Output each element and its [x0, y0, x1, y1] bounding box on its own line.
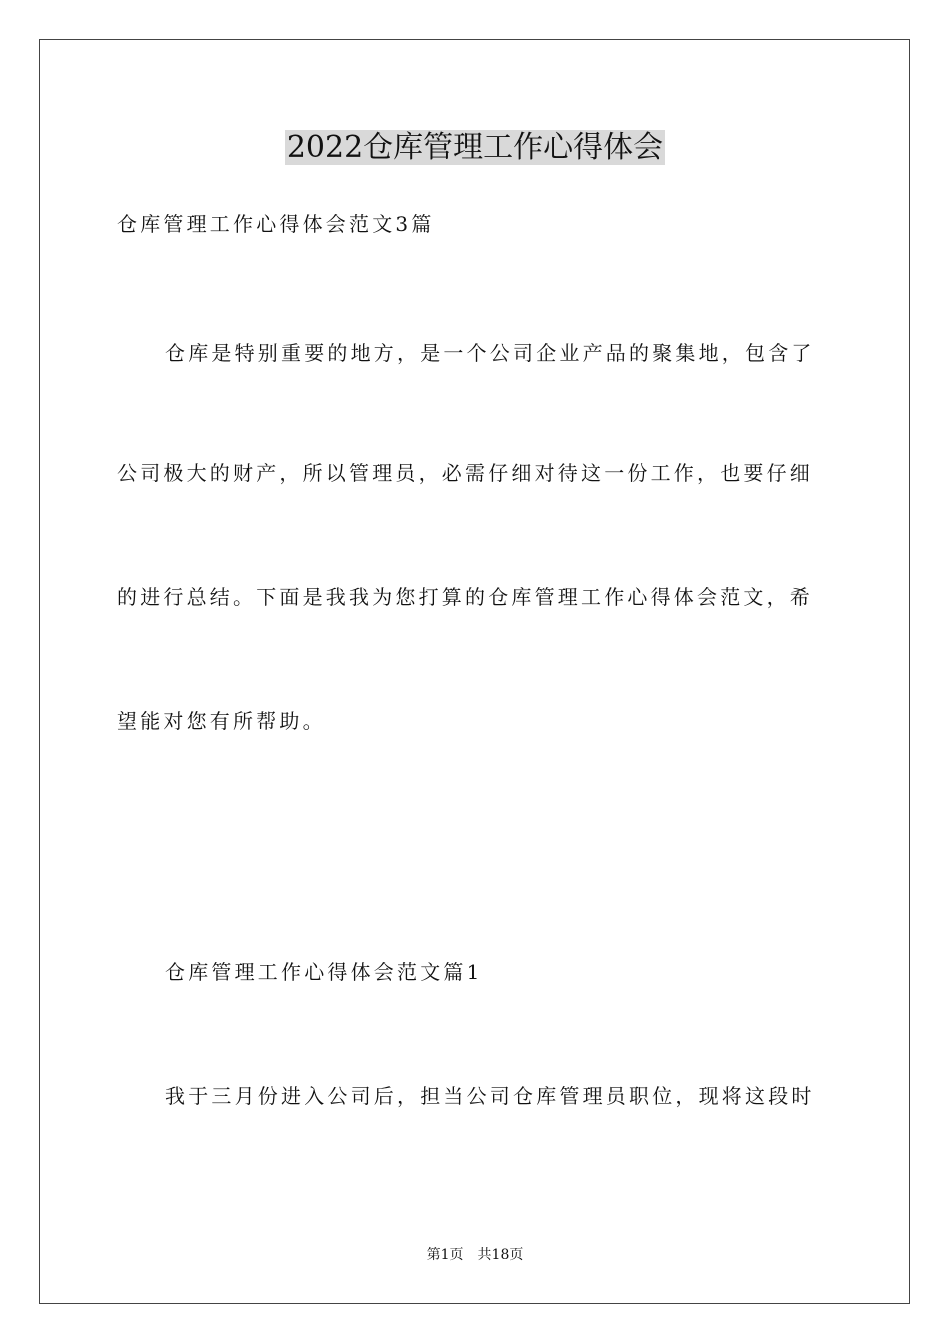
- body-line-1: 我于三月份进入公司后，担当公司仓库管理员职位，现将这段时: [165, 1084, 815, 1108]
- intro-line-4: 望能对您有所帮助。: [117, 709, 326, 733]
- document-title: [0, 126, 950, 170]
- page-footer: [0, 1245, 950, 1265]
- section-heading: 仓库管理工作心得体会范文篇1: [165, 960, 483, 984]
- page-total: 共18页: [477, 1247, 524, 1263]
- intro-line-3: 的进行总结。下面是我我为您打算的仓库管理工作心得体会范文，希: [117, 585, 813, 609]
- intro-line-2: 公司极大的财产，所以管理员，必需仔细对待这一份工作，也要仔细: [117, 461, 813, 485]
- page-number: 第1页: [426, 1247, 464, 1263]
- intro-line-1: 仓库是特别重要的地方，是一个公司企业产品的聚集地，包含了: [165, 341, 815, 365]
- document-title-text: 2022仓库管理工作心得体会: [286, 130, 664, 165]
- document-subtitle: 仓库管理工作心得体会范文3篇: [117, 212, 435, 236]
